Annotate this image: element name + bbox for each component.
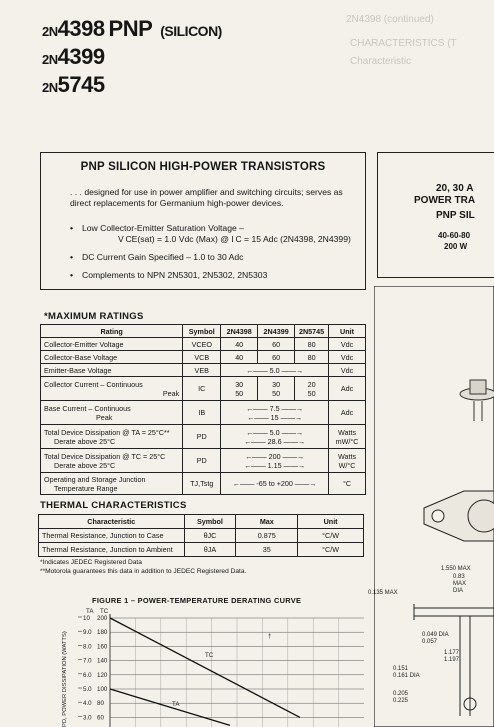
- value-cell: 60: [258, 338, 295, 351]
- table-row: [41, 425, 366, 449]
- description-box: [40, 152, 366, 290]
- column-header: 2N4399: [258, 325, 295, 338]
- tick-label-ta: 7.0: [83, 657, 92, 665]
- right-summary-line: 200 W: [444, 242, 468, 251]
- description-title: PNP SILICON HIGH-POWER TRANSISTORS: [80, 161, 326, 173]
- thermal-title: THERMAL CHARACTERISTICS: [40, 500, 187, 511]
- spanning-value-cell: ←—— 7.5 ——→ ←—— 15 ——→: [221, 401, 329, 425]
- feature-bullet: • Low Collector-Emitter Saturation Voltage – V CE(sat) = 1.0 Vdc (Max) @ I C = 15 Adc (2N4398, 2N4399): [70, 223, 351, 244]
- value-cell: 30 50: [221, 377, 258, 401]
- column-header: Unit: [329, 325, 366, 338]
- right-summary-line: 20, 30 A: [436, 183, 474, 194]
- rating-cell: Base Current – Continuous Peak: [41, 401, 183, 425]
- table-row: [41, 449, 366, 473]
- value-cell: 60: [258, 351, 295, 364]
- tick-label-tc: 180: [97, 629, 108, 637]
- characteristic-cell: Thermal Resistance, Junction to Case: [39, 529, 185, 543]
- symbol-cell: IC: [183, 377, 221, 401]
- rating-cell: Total Device Dissipation @ TC = 25°C Derate above 25°C: [41, 449, 183, 473]
- max-ratings-title: *MAXIMUM RATINGS: [44, 311, 144, 322]
- dimension-label: 0.83: [453, 574, 465, 580]
- footnote: *Indicates JEDEC Registered Data: [40, 559, 142, 566]
- spanning-value-cell: ←—— 5.0 ——→: [221, 364, 329, 377]
- table-row: [41, 377, 366, 401]
- bleed-through-text: CHARACTERISTICS (T: [350, 38, 457, 49]
- unit-cell: Vdc: [329, 338, 366, 351]
- part-number-2n4398: 2N4398 PNP (SILICON): [42, 16, 222, 41]
- rating-cell: Emitter-Base Voltage: [41, 364, 183, 377]
- axis-header-ta: TA: [86, 608, 94, 615]
- column-header: Symbol: [184, 515, 236, 529]
- feature-bullet: • Complements to NPN 2N5301, 2N5302, 2N5303: [70, 270, 268, 280]
- value-cell: 20 50: [295, 377, 329, 401]
- dimension-label: DIA: [453, 588, 464, 594]
- unit-cell: Adc: [329, 401, 366, 425]
- value-cell: 40: [221, 338, 258, 351]
- value-cell: 80: [295, 338, 329, 351]
- rating-cell: Collector-Emitter Voltage: [41, 338, 183, 351]
- symbol-cell: TJ,Tstg: [183, 473, 221, 495]
- right-summary-box: [377, 152, 494, 278]
- spanning-value-cell: ←—— -65 to +200 ——→: [221, 473, 329, 495]
- dimension-label: 0.049 DIA: [422, 632, 449, 638]
- value-cell: 80: [295, 351, 329, 364]
- dimension-label: MAX: [453, 581, 467, 587]
- series-line-tc: [110, 618, 300, 717]
- series-label-ta: TA: [172, 701, 180, 709]
- value-cell: 35: [236, 543, 298, 557]
- thermal-table: [38, 514, 364, 557]
- tick-label-ta: 9.0: [83, 629, 92, 637]
- feature-bullet: • DC Current Gain Specified – 1.0 to 30 Adc: [70, 252, 244, 262]
- bleed-through-text: Characteristic: [350, 56, 412, 67]
- tick-label-ta: 5.0: [83, 686, 92, 693]
- series-label-tc: TC: [205, 651, 214, 659]
- column-header: Symbol: [183, 325, 221, 338]
- rating-cell: Collector Current – Continuous Peak: [41, 377, 183, 401]
- unit-cell: Watts W/°C: [329, 449, 366, 473]
- derating-chart: [0, 604, 370, 727]
- table-row: [41, 364, 366, 377]
- rating-cell: Total Device Dissipation @ TA = 25°C** Derate above 25°C: [41, 425, 183, 449]
- axis-header-tc: TC: [100, 608, 109, 615]
- symbol-cell: IB: [183, 401, 221, 425]
- tick-label-ta: 10: [83, 615, 90, 622]
- value-cell: 40: [221, 351, 258, 364]
- series-line-ta: [110, 689, 230, 725]
- symbol-cell: VEB: [183, 364, 221, 377]
- max-ratings-table: [40, 324, 366, 495]
- table-row: [39, 529, 364, 543]
- spanning-value-cell: ←—— 5.0 ——→ ←—— 28.6 ——→: [221, 425, 329, 449]
- column-header: Rating: [41, 325, 183, 338]
- tick-label-tc: 160: [97, 643, 108, 651]
- tick-label-ta: 4.0: [83, 700, 92, 708]
- dimension-label: 0.057: [422, 639, 438, 645]
- right-summary-line: POWER TRA: [414, 195, 476, 206]
- description-intro: . . . designed for use in power amplifier and switching circuits; serves as direct replacements for Germanium high-power devices.: [70, 187, 343, 208]
- unit-cell: Watts mW/°C: [329, 425, 366, 449]
- tick-label-ta: 3.0: [83, 714, 92, 722]
- table-header-row: [39, 515, 364, 529]
- dimension-label: 0.135 MAX: [368, 590, 398, 596]
- column-header: Characteristic: [39, 515, 185, 529]
- dimension-label: 0.151: [393, 666, 409, 672]
- table-header-row: [41, 325, 366, 338]
- column-header: Max: [236, 515, 298, 529]
- chart-annotation-mark: †: [268, 633, 272, 640]
- spanning-value-cell: ←—— 200 ——→ ←—— 1.15 ——→: [221, 449, 329, 473]
- table-row: [41, 351, 366, 364]
- tick-label-tc: 200: [97, 615, 108, 622]
- symbol-cell: PD: [183, 449, 221, 473]
- column-header: Unit: [298, 515, 364, 529]
- tick-label-tc: 60: [97, 714, 104, 722]
- unit-cell: °C/W: [298, 529, 364, 543]
- column-header: 2N5745: [295, 325, 329, 338]
- unit-cell: Vdc: [329, 351, 366, 364]
- column-header: 2N4398: [221, 325, 258, 338]
- tick-label-tc: 140: [97, 657, 108, 665]
- tick-label-tc: 120: [97, 671, 108, 679]
- tick-label-ta: 6.0: [83, 671, 92, 679]
- dimension-label: 0.225: [393, 698, 409, 704]
- tick-label-ta: 8.0: [83, 643, 92, 651]
- right-summary-line: PNP SIL: [436, 210, 475, 221]
- footnote: **Motorola guarantees this data in addition to JEDEC Registered Data.: [40, 568, 247, 575]
- table-row: [39, 543, 364, 557]
- package-outline-drawing: [374, 286, 494, 727]
- unit-cell: Adc: [329, 377, 366, 401]
- figure-title: FIGURE 1 – POWER-TEMPERATURE DERATING CURVE: [92, 596, 302, 605]
- unit-cell: °C: [329, 473, 366, 495]
- unit-cell: Vdc: [329, 364, 366, 377]
- dimension-label: 1.550 MAX: [441, 566, 471, 572]
- unit-cell: °C/W: [298, 543, 364, 557]
- dimension-label: 0.205: [393, 691, 409, 697]
- y-axis-label: PD, POWER DISSIPATION (WATTS): [62, 631, 68, 727]
- right-summary-line: 40-60-80: [438, 231, 471, 240]
- dimension-label: 1.177: [444, 650, 460, 656]
- dimension-label: 0.161 DIA: [393, 673, 420, 679]
- tick-label-tc: 100: [97, 686, 108, 693]
- part-number-2n5745: 2N5745: [42, 72, 105, 97]
- symbol-cell: VCEO: [183, 338, 221, 351]
- symbol-cell: VCB: [183, 351, 221, 364]
- rating-cell: Operating and Storage Junction Temperature Range: [41, 473, 183, 495]
- value-cell: 30 50: [258, 377, 295, 401]
- table-row: [41, 401, 366, 425]
- table-row: [41, 338, 366, 351]
- footnotes: [40, 558, 246, 576]
- tick-label-tc: 80: [97, 700, 104, 708]
- bleed-through-text: 2N4398 (continued): [346, 14, 434, 25]
- value-cell: 0.875: [236, 529, 298, 543]
- symbol-cell: θJA: [184, 543, 236, 557]
- characteristic-cell: Thermal Resistance, Junction to Ambient: [39, 543, 185, 557]
- symbol-cell: PD: [183, 425, 221, 449]
- dimension-label: 1.197: [444, 657, 460, 663]
- table-row: [41, 473, 366, 495]
- symbol-cell: θJC: [184, 529, 236, 543]
- part-number-2n4399: 2N4399: [42, 44, 105, 69]
- rating-cell: Collector-Base Voltage: [41, 351, 183, 364]
